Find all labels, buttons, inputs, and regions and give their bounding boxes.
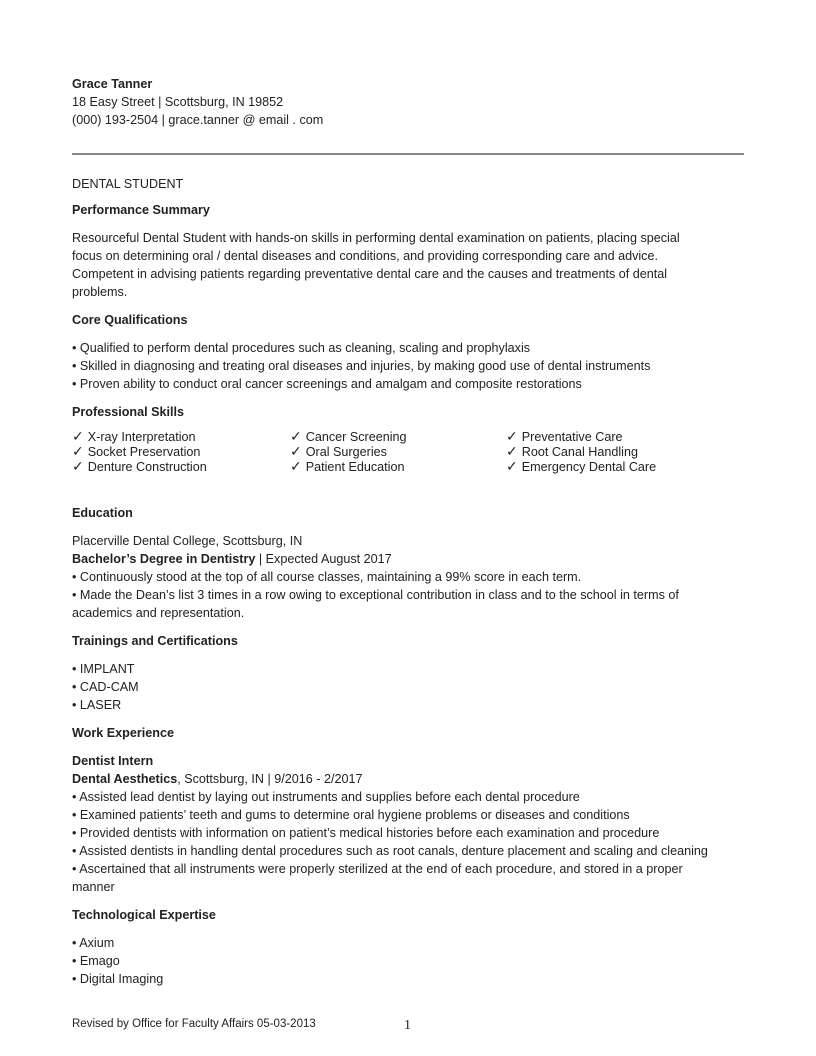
page-number: 1 <box>404 1018 411 1033</box>
skill-item <box>290 444 407 459</box>
training-item: • IMPLANT <box>72 662 135 676</box>
skill-item <box>506 459 656 474</box>
qualification-item: • Skilled in diagnosing and treating oral diseases and injuries, by making good use of dental instruments <box>72 359 651 373</box>
candidate-name: Grace Tanner <box>72 77 153 91</box>
skill-label: Preventative Care <box>521 430 623 444</box>
qualification-item: • Proven ability to conduct oral cancer screenings and amalgam and composite restorations <box>72 377 582 391</box>
check-icon: ✓ <box>506 443 518 459</box>
degree-expected: | Expected August 2017 <box>255 552 392 566</box>
address-line: 18 Easy Street | Scottsburg, IN 19852 <box>72 95 284 109</box>
summary-line: Competent in advising patients regarding preventative dental care and the causes and treatments of dental <box>72 267 668 281</box>
check-icon: ✓ <box>290 443 302 459</box>
work-item: • Assisted lead dentist by laying out instruments and supplies before each dental procedure <box>72 790 580 804</box>
work-details: , Scottsburg, IN | 9/2016 - 2/2017 <box>177 772 363 786</box>
tech-item: • Emago <box>72 954 120 968</box>
work-company-line <box>72 770 363 788</box>
tech-item: • Axium <box>72 936 115 950</box>
skill-label: Root Canal Handling <box>521 445 638 459</box>
check-icon: ✓ <box>506 428 518 444</box>
summary-line: Resourceful Dental Student with hands-on skills in performing dental examination on patients, placing special <box>72 231 680 245</box>
skill-item <box>72 429 207 444</box>
check-icon: ✓ <box>506 458 518 474</box>
check-icon: ✓ <box>72 443 84 459</box>
skill-item <box>290 429 407 444</box>
degree-line <box>72 550 392 568</box>
summary-line: focus on determining oral / dental diseases and conditions, and providing corresponding care and advice. <box>72 249 658 263</box>
skill-label: Emergency Dental Care <box>521 460 657 474</box>
revision-note: Revised by Office for Faculty Affairs 05-03-2013 <box>72 1018 316 1030</box>
work-company: Dental Aesthetics <box>72 772 178 786</box>
skill-item <box>290 459 407 474</box>
qualification-item: • Qualified to perform dental procedures such as cleaning, scaling and prophylaxis <box>72 341 531 355</box>
education-item: academics and representation. <box>72 606 245 620</box>
trainings-heading: Trainings and Certifications <box>72 634 238 648</box>
skill-item <box>72 459 207 474</box>
skill-label: X-ray Interpretation <box>87 430 196 444</box>
job-title: DENTAL STUDENT <box>72 177 184 191</box>
work-heading: Work Experience <box>72 726 174 740</box>
work-role: Dentist Intern <box>72 754 154 768</box>
education-item: • Made the Dean’s list 3 times in a row owing to exceptional contribution in class and to the school in terms of <box>72 588 679 602</box>
skill-label: Socket Preservation <box>87 445 201 459</box>
skill-item <box>72 444 207 459</box>
work-item: • Assisted dentists in handling dental procedures such as root canals, denture placement and scaling and cleaning <box>72 844 708 858</box>
skill-item <box>506 444 656 459</box>
work-item: • Provided dentists with information on patient’s medical histories before each examination and procedure <box>72 826 660 840</box>
degree-name: Bachelor’s Degree in Dentistry <box>72 552 256 566</box>
skills-column <box>290 429 407 474</box>
education-heading: Education <box>72 506 133 520</box>
training-item: • CAD-CAM <box>72 680 139 694</box>
summary-line: problems. <box>72 285 128 299</box>
skills-column <box>506 429 656 474</box>
skill-label: Patient Education <box>305 460 405 474</box>
skill-label: Cancer Screening <box>305 430 407 444</box>
check-icon: ✓ <box>290 458 302 474</box>
tech-item: • Digital Imaging <box>72 972 164 986</box>
header-divider <box>72 153 744 155</box>
work-item: • Examined patients’ teeth and gums to determine oral hygiene problems or diseases and conditions <box>72 808 630 822</box>
school-line: Placerville Dental College, Scottsburg, IN <box>72 534 303 548</box>
skills-heading: Professional Skills <box>72 405 184 419</box>
training-item: • LASER <box>72 698 122 712</box>
summary-heading: Performance Summary <box>72 203 210 217</box>
work-item: manner <box>72 880 115 894</box>
check-icon: ✓ <box>72 458 84 474</box>
skills-column <box>72 429 207 474</box>
skill-label: Oral Surgeries <box>305 445 387 459</box>
tech-heading: Technological Expertise <box>72 908 216 922</box>
contact-line: (000) 193-2504 | grace.tanner @ email . com <box>72 113 324 127</box>
check-icon: ✓ <box>72 428 84 444</box>
education-item: • Continuously stood at the top of all course classes, maintaining a 99% score in each term. <box>72 570 582 584</box>
check-icon: ✓ <box>290 428 302 444</box>
skill-label: Denture Construction <box>87 460 207 474</box>
work-item: • Ascertained that all instruments were properly sterilized at the end of each procedure, and stored in a proper <box>72 862 683 876</box>
qualifications-heading: Core Qualifications <box>72 313 188 327</box>
skill-item <box>506 429 656 444</box>
